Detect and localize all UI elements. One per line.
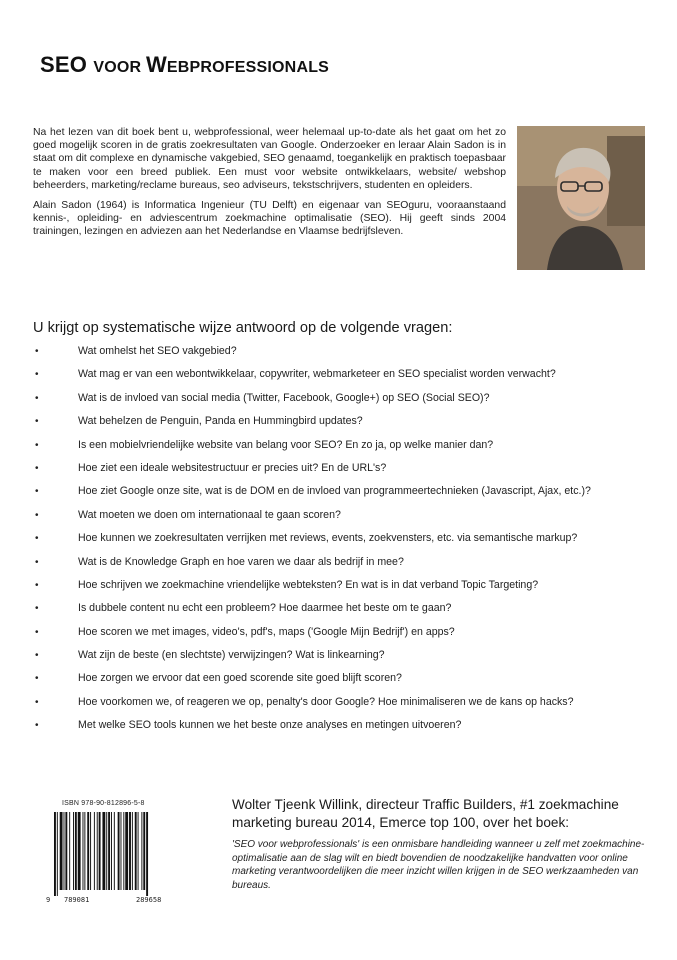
bullet-icon: • bbox=[35, 556, 39, 568]
bullet-icon: • bbox=[35, 416, 39, 428]
list-item bbox=[33, 527, 653, 550]
list-item bbox=[33, 574, 653, 597]
question-text: Wat omhelst het SEO vakgebied? bbox=[78, 345, 237, 357]
bullet-icon: • bbox=[35, 696, 39, 708]
list-item bbox=[33, 551, 653, 574]
question-text: Wat mag er van een webontwikkelaar, copywriter, webmarketeer en SEO specialist worden verwacht? bbox=[78, 368, 556, 381]
list-item bbox=[33, 597, 653, 620]
question-text: Met welke SEO tools kunnen we het beste onze analyses en metingen uitvoeren? bbox=[78, 719, 462, 732]
question-text: Wat moeten we doen om internationaal te gaan scoren? bbox=[78, 508, 341, 521]
quote-attribution: Wolter Tjeenk Willink, directeur Traffic Builders, #1 zoekmachine marketing bureau 2014, Emerce top 100, over het boek: bbox=[232, 797, 619, 830]
barcode-digit-group: 789081 bbox=[64, 896, 90, 904]
barcode-digit-lead: 9 bbox=[46, 896, 51, 904]
list-item bbox=[33, 457, 653, 480]
title-part: EBPROFESSIONALS bbox=[166, 59, 330, 76]
questions-list bbox=[33, 340, 653, 738]
list-item bbox=[33, 410, 653, 433]
question-text: Hoe ziet een ideale websitestructuur er precies uit? En de URL's? bbox=[78, 461, 387, 474]
bullet-icon: • bbox=[35, 346, 39, 357]
quote-text: 'SEO voor webprofessionals' is een onmisbare handleiding wanneer u zelf met zoekmachine-optimalisatie aan de slag wilt en biedt bovendien de noodzakelijke handvatten voor online marketing verantwoordelijken die meer inzicht willen krijgen in de SEO werkzaamheden van bureaus. bbox=[232, 839, 645, 891]
question-text: Hoe scoren we met images, video's, pdf's, maps ('Google Mijn Bedrijf') en apps? bbox=[78, 625, 455, 638]
question-text: Wat is de Knowledge Graph en hoe varen we daar als bedrijf in mee? bbox=[78, 555, 404, 568]
question-text: Hoe kunnen we zoekresultaten verrijken met reviews, events, zoekvensters, etc. via semantische markup? bbox=[78, 532, 578, 545]
question-text: Hoe ziet Google onze site, wat is de DOM en de invloed van programmeertechnieken (Javascript, Ajax, etc.)? bbox=[78, 485, 591, 498]
author-bio-paragraph: Alain Sadon (1964) is Informatica Ingenieur (TU Delft) en eigenaar van SEOguru, vooraanstaand kennis-, opleiding- en adviescentrum zoekmachine optimalisatie (SEO). Hij geeft sinds 2004 trainingen, lezingen en adviezen aan het Nederlandse en Vlaamse bedrijfsleven. bbox=[33, 200, 506, 238]
question-text: Is dubbele content nu echt een probleem? Hoe daarmee het beste om te gaan? bbox=[78, 602, 452, 615]
intro-text bbox=[33, 126, 506, 246]
questions-heading: U krijgt op systematische wijze antwoord op de volgende vragen: bbox=[33, 320, 453, 336]
intro-paragraph: Na het lezen van dit boek bent u, webprofessional, weer helemaal up-to-date als het gaat om het zo goed mogelijk scoren in de gratis zoekresultaten van Google. Onderzoeker en leraar Alain Sadon is in staat om dit complexe en dynamische vakgebied, SEO genaamd, toegankelijk en praktisch toepasbaar te maken voor een breed publiek. Een must voor website ontwikkelaars, website/ webshop beheerders, marketing/reclame bureaus, seo adviseurs, tekstschrijvers, studenten en opleiders. bbox=[33, 127, 506, 191]
bullet-icon: • bbox=[35, 439, 39, 451]
bullet-icon: • bbox=[35, 533, 39, 545]
bullet-icon: • bbox=[35, 626, 39, 638]
bullet-icon: • bbox=[35, 673, 39, 685]
bullet-icon: • bbox=[35, 392, 39, 404]
question-text: Hoe zorgen we ervoor dat een goed scorende site goed blijft scoren? bbox=[78, 672, 402, 685]
bullet-icon: • bbox=[35, 603, 39, 615]
list-item bbox=[33, 667, 653, 690]
isbn-label: ISBN 978-90-812896-5-8 bbox=[62, 800, 145, 807]
bullet-icon: • bbox=[35, 462, 39, 474]
bullet-icon: • bbox=[35, 509, 39, 521]
question-text: Wat behelzen de Penguin, Panda en Hummingbird updates? bbox=[78, 415, 363, 428]
bullet-icon: • bbox=[35, 650, 39, 662]
question-text: Hoe voorkomen we, of reageren we op, penalty's door Google? Hoe minimaliseren we de kans op hacks? bbox=[78, 695, 574, 708]
barcode-digit-group: 289658 bbox=[136, 896, 162, 904]
book-title bbox=[40, 52, 329, 78]
list-item bbox=[33, 714, 653, 737]
barcode bbox=[52, 812, 184, 896]
bullet-icon: • bbox=[35, 486, 39, 498]
list-item bbox=[33, 621, 653, 644]
title-part: VOOR bbox=[93, 59, 146, 76]
list-item bbox=[33, 434, 653, 457]
bullet-icon: • bbox=[35, 720, 39, 732]
list-item bbox=[33, 363, 653, 386]
bullet-icon: • bbox=[35, 579, 39, 591]
list-item bbox=[33, 340, 653, 363]
question-text: Hoe schrijven we zoekmachine vriendelijke webteksten? En wat is in dat verband Topic Targeting? bbox=[78, 578, 539, 591]
title-part: SEO bbox=[40, 52, 94, 77]
question-text: Is een mobielvriendelijke website van belang voor SEO? En zo ja, op welke manier dan? bbox=[78, 438, 494, 451]
question-text: Wat is de invloed van social media (Twitter, Facebook, Google+) op SEO (Social SEO)? bbox=[78, 391, 490, 404]
list-item bbox=[33, 644, 653, 667]
list-item bbox=[33, 480, 653, 503]
question-text: Wat zijn de beste (en slechtste) verwijzingen? Wat is linkearning? bbox=[78, 649, 385, 662]
list-item bbox=[33, 387, 653, 410]
list-item bbox=[33, 504, 653, 527]
list-item bbox=[33, 691, 653, 714]
author-photo bbox=[517, 126, 645, 270]
bullet-icon: • bbox=[35, 369, 39, 381]
title-part: W bbox=[145, 52, 167, 77]
